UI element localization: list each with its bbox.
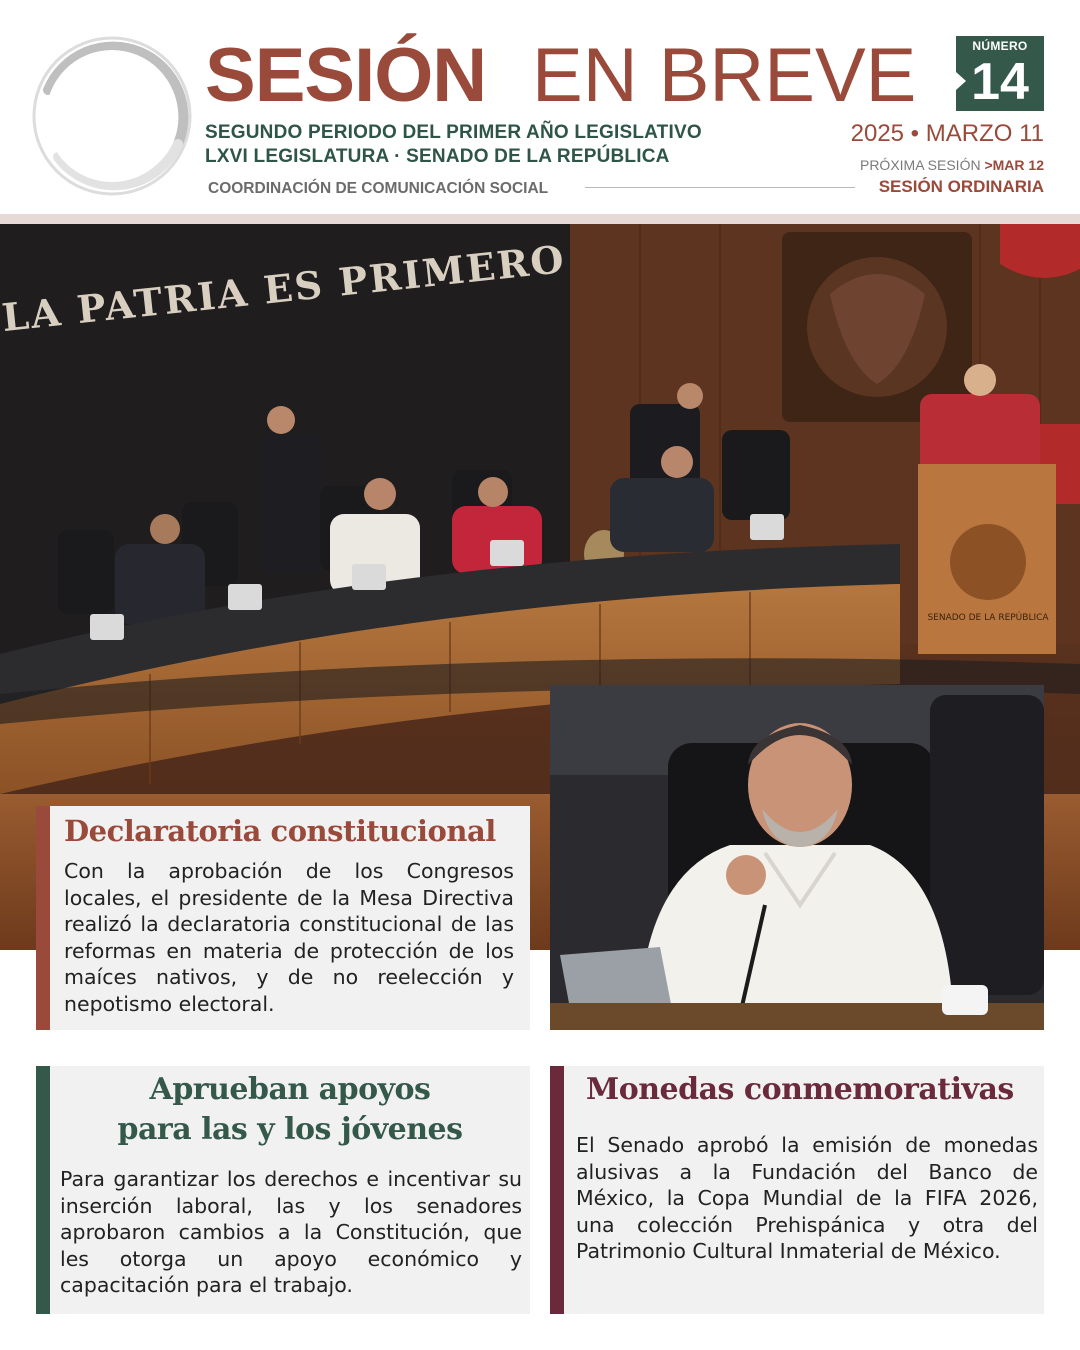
senate-logo-ring — [28, 32, 196, 200]
coordination-label: COORDINACIÓN DE COMUNICACIÓN SOCIAL — [208, 180, 549, 197]
card-title: Monedas conmemorativas — [586, 1072, 1014, 1107]
card-declaratoria — [36, 806, 530, 1030]
card-monedas — [550, 1066, 1044, 1314]
subtitle-legislature: LXVI LEGISLATURA · SENADO DE LA REPÚBLICA — [205, 146, 670, 167]
card-jovenes — [36, 1066, 530, 1314]
senator-portrait-photo — [550, 685, 1044, 1030]
title-bold: SESIÓN — [205, 33, 487, 118]
session-type: SESIÓN ORDINARIA — [878, 177, 1044, 196]
card-body: El Senado aprobó la emisión de monedas alusivas a la Fundación del Banco de México, la Copa Mundial de la FIFA 2026, una colección Prehispánica y otra del Patrimonio Cultural Inmaterial de México. — [576, 1133, 1038, 1263]
card-title: Aprueban apoyos para las y los jóvenes — [117, 1072, 463, 1147]
card-accent-bar — [36, 806, 50, 1030]
card-accent-bar — [550, 1066, 564, 1314]
card-title: Declaratoria constitucional — [64, 814, 496, 848]
issue-number-label: NÚMERO — [972, 39, 1028, 53]
header-rule — [0, 214, 1080, 224]
title-light: EN BREVE — [532, 33, 917, 118]
session-date: 2025 • MARZO 11 — [850, 120, 1044, 147]
next-session-date: >MAR 12 — [984, 157, 1044, 173]
card-body: Con la aprobación de los Congresos locales, el presidente de la Mesa Directiva realizó la declaratoria constitucional de las reformas en materia de protección de los maíces nativos, y de no reelección y nepotismo electoral. — [64, 859, 514, 1016]
card-accent-bar — [36, 1066, 50, 1314]
next-session — [860, 157, 1044, 173]
next-session-label: PRÓXIMA SESIÓN — [859, 157, 985, 173]
wall-inscription: LA PATRIA ES PRIMERO — [0, 236, 568, 341]
subtitle-period: SEGUNDO PERIODO DEL PRIMER AÑO LEGISLATIVO — [205, 122, 702, 143]
podium-seal-text: SENADO DE LA REPÚBLICA — [927, 613, 1049, 623]
issue-number-badge — [956, 36, 1044, 111]
issue-number-value: 14 — [971, 53, 1029, 111]
divider — [585, 187, 855, 188]
card-body: Para garantizar los derechos e incentivar su inserción laboral, las y los senadores aprobaron cambios a la Constitución, que les otorga un apoyo económico y capacitación para el trabajo. — [60, 1167, 522, 1297]
